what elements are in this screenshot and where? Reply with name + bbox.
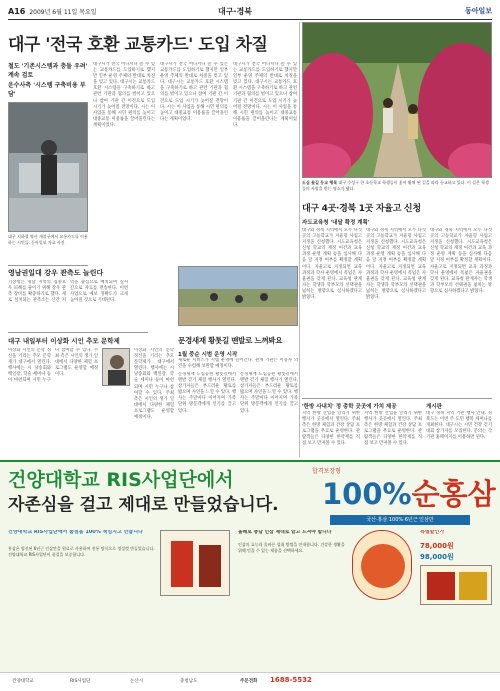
column-divider bbox=[299, 22, 300, 457]
ad-top-rule bbox=[0, 460, 500, 462]
top-story-body-col2: 대구시가 전국 어디서나 쓸 수 있는 교통카드를 도입하기로 했지만 일부 운영 주체의 반대로 차질을 빚고 있다. 대구시는 교통카드 호환 시스템을 구축하기로 하고 관련 기관과 협의를 벌이고 있으나 참여 기관 간 이견으로 도입 시기가 늦어질 전망이다. 시는 이 사업을 통해 시민 편의를 높이고 대중교통 이용률을 끌어올린다는 계획이었다. bbox=[160, 62, 228, 122]
footer-logo-1: 건양대학교 bbox=[12, 679, 34, 684]
flower-caption-title: 도심 꽃길 등교 행복 bbox=[302, 180, 338, 185]
left-story-title: 영남권일대 강우 관측도 늘린다 bbox=[8, 269, 104, 277]
page-header bbox=[8, 4, 492, 18]
section2-headline: 대구 4곳·경북 1곳 자율고 신청 bbox=[302, 204, 421, 214]
flower-caption-text: 대구 수성구 한 초등학교 학생들이 꽃이 활짝 핀 길을 따라 등교하고 있다. 이 길은 학생들의 사랑을 받는 명소가 됐다. bbox=[302, 180, 489, 191]
section2-body-col2: 대구와 경북 지역에서 모두 다섯 곳의 고등학교가 자율형 사립고 지정을 신청했다. 시도교육청은 신청 학교의 재정 여건과 교육 과정 운영 계획 등을 심사해 다음 달 지정 여부를 확정할 계획이다. 자율고로 지정되면 교육 과정과 학사 운영에서 폭넓은 자율권을 갖게 된다. 교육청 관계자는 학생과 학부모의 선택권을 넓히는 방향으로 심사하겠다고 밝혔다. bbox=[366, 228, 426, 301]
notice-body: 대구 경북 지역 기관 행사 안내. 경북도는 이번 주 도민 행복 세미나를 개최한다. 대구시는 시민 건강 걷기 대회 참가자를 모집한다. 문의는 각 기관 홈페이지를 이용하면 된다. bbox=[426, 411, 492, 441]
portrait-photo bbox=[102, 348, 130, 386]
footer-tel: 1688-5532 bbox=[270, 676, 312, 684]
small3-body-col1: 지역 한방 산업을 알리기 위한 행사가 곳곳에서 열린다. 주최 측은 한방 체험과 건강 상담 프로그램을 무료로 운영한다. 관람객들은 다양한 한약재를 직접 보고 만져볼 수 있다. bbox=[302, 411, 360, 447]
notice-title: 게시판 bbox=[426, 404, 442, 410]
section2-body-col1: 대구와 경북 지역에서 모두 다섯 곳의 고등학교가 자율형 사립고 지정을 신청했다. 시도교육청은 신청 학교의 재정 여건과 교육 과정 운영 계획 등을 심사해 다음 달 지정 여부를 확정할 계획이다. 자율고로 지정되면 교육 과정과 학사 운영에서 폭넓은 자율권을 갖게 된다. 교육청 관계자는 학생과 학부모의 선택권을 넓히는 방향으로 심사하겠다고 밝혔다. bbox=[302, 228, 362, 301]
ad-big-kr: 순홍삼 bbox=[411, 477, 496, 511]
small1-body: 새로운 서비스가 시범 운영에 들어간다. 관계 기관은 이용자 의견을 수렴해 보완할 예정이다. bbox=[178, 358, 298, 370]
top-story-body-col3: 대구시가 전국 어디서나 쓸 수 있는 교통카드를 도입하기로 했지만 일부 운영 주체의 반대로 차질을 빚고 있다. 대구시는 교통카드 호환 시스템을 구축하기로 하고 관련 기관과 협의를 벌이고 있으나 참여 기관 간 이견으로 도입 시기가 늦어질 전망이다. 시는 이 사업을 통해 시민 편의를 높이고 대중교통 이용률을 끌어올린다는 계획이었다. bbox=[233, 62, 297, 128]
left-story2-body-col2: 이상화 시인의 문학 정신을 기리는 추모 문학제가 대구에서 열린다. 행사에는 시 낭송회와 백일장, 학술 세미나 등이 마련되며 시민 누구나 참여할 수 있다. 주최 측은 시인의 생가 일대에서 다양한 체험 프로그램도 운영할 예정이다. bbox=[134, 348, 174, 421]
ad-product-photo-1 bbox=[160, 530, 230, 596]
ad-mid-title: 올해로 충남 인삼 제대로 알고 드셔야 합니다 bbox=[238, 530, 332, 535]
top-story-photo bbox=[8, 102, 88, 232]
footer-logo-2: RIS사업단 bbox=[70, 679, 91, 684]
small2-title: 문경새재 황톳길 맨발로 느껴봐요 bbox=[178, 336, 283, 345]
ad-price-2: 98,000원 bbox=[420, 553, 454, 561]
page-number: A16 bbox=[8, 6, 26, 16]
small3-body-col2: 지역 한방 산업을 알리기 위한 행사가 곳곳에서 열린다. 주최 측은 한방 체험과 건강 상담 프로그램을 무료로 운영한다. 관람객들은 다양한 한약재를 직접 보고 만져볼 수 있다. bbox=[364, 411, 422, 447]
ad-mid-body: 인삼의 효능과 올바른 섭취 방법을 안내합니다. 건강한 생활을 위해 믿을 수 있는 제품을 선택하세요. bbox=[238, 542, 345, 553]
ad-left-body: 홍삼은 엄선된 6년근 인삼만을 원료로 사용하여 전통 방식으로 정성껏 만들었습니다. 건양대학교 RIS사업단이 품질을 보증합니다. bbox=[8, 546, 155, 557]
ad-price-1: 78,000원 bbox=[420, 542, 454, 550]
header-rule bbox=[8, 19, 492, 20]
top-story-headline: 대구 '전국 호환 교통카드' 도입 차질 bbox=[8, 35, 268, 55]
ad-subtitle: 자존심을 걸고 제대로 만들었습니다. bbox=[8, 495, 279, 515]
footer-logo-4: 충청남도 bbox=[180, 679, 198, 684]
ad-product-photo-3 bbox=[420, 565, 492, 605]
ad-left-title: 건양대학교 RIS사업단에서 품질을 100% 책임지고 만듭니다 bbox=[8, 530, 143, 535]
left-story2-title: 대구 내일부터 이상화 시인 추모 문학제 bbox=[8, 337, 120, 345]
top-story-photo-caption: 대구 지하철 역사 개찰구에서 교통카드를 이용하는 시민들. 동아일보 자료 사진 bbox=[8, 234, 88, 245]
ad-big-num: 100% bbox=[322, 477, 412, 511]
section2-sub: 자도교육청 '내달 확정 계획' bbox=[302, 220, 370, 226]
flower-photo bbox=[302, 22, 492, 178]
ad-ribbon: 국산·홍삼 100%·6년근 인삼만 bbox=[330, 515, 470, 525]
top-story-sub-1: 철도 '기존시스템과 충돌 우려' 계속 검토 bbox=[8, 63, 88, 79]
right-rule bbox=[302, 398, 492, 399]
newspaper-brand: 동아일보 bbox=[464, 7, 492, 15]
section-name: 대구·경북 bbox=[218, 6, 252, 16]
small2-body-col1: 문경새재 도립공원 황톳길에서 맨발 걷기 체험 행사가 열린다. 참가자들은 부드러운 황토를 밟으며 자연을 느낄 수 있다. 행사는 주말마다 이어지며 가족 단위 방문객에게 인기를 끌고 있다. bbox=[178, 372, 236, 414]
footer-tel-label: 주문전화 bbox=[240, 679, 258, 684]
small3-title: '한방 사내치' 정 총학 곳곳에 가치 제공 bbox=[302, 404, 397, 410]
small2-body-col2: 문경새재 도립공원 황톳길에서 맨발 걷기 체험 행사가 열린다. 참가자들은 부드러운 황토를 밟으며 자연을 느낄 수 있다. 행사는 주말마다 이어지며 가족 단위 방문객에게 인기를 끌고 있다. bbox=[240, 372, 298, 414]
section2-body-col3: 대구와 경북 지역에서 모두 다섯 곳의 고등학교가 자율형 사립고 지정을 신청했다. 시도교육청은 신청 학교의 재정 여건과 교육 과정 운영 계획 등을 심사해 다음 달 지정 여부를 확정할 계획이다. 자율고로 지정되면 교육 과정과 학사 운영에서 폭넓은 자율권을 갖게 된다. 교육청 관계자는 학생과 학부모의 선택권을 넓히는 방향으로 심사하겠다고 밝혔다. bbox=[430, 228, 492, 294]
ad-badge: 합격보장형 bbox=[312, 468, 341, 475]
ad-promo: 특별할인가 bbox=[420, 530, 445, 535]
page-date: 2009년 6월 11일 목요일 bbox=[29, 8, 97, 16]
left-rule-1 bbox=[8, 265, 88, 266]
top-story-body-col1: 대구시가 전국 어디서나 쓸 수 있는 교통카드를 도입하기로 했지만 일부 운영 주체의 반대로 차질을 빚고 있다. 대구시는 교통카드 호환 시스템을 구축하기로 하고 관련 기관과 협의를 벌이고 있으나 참여 기관 간 이견으로 도입 시기가 늦어질 전망이다. 시는 이 사업을 통해 시민 편의를 높이고 대중교통 이용률을 끌어올린다는 계획이었다. bbox=[93, 62, 155, 128]
ad-product-photo-2 bbox=[352, 530, 412, 600]
left-story2-body: 이상화 시인의 문학 정신을 기리는 추모 문학제가 대구에서 열린다. 행사에는 시 낭송회와 백일장, 학술 세미나 등이 마련되며 시민 누구나 참여할 수 있다. 주최 측은 시인의 생가 일대에서 다양한 체험 프로그램도 운영할 예정이다. bbox=[8, 348, 98, 384]
ad-big bbox=[322, 472, 496, 513]
small1-title: 1월 중순 시범 운영 시작 bbox=[178, 352, 238, 358]
mid-photo bbox=[178, 266, 298, 326]
footer-logo-3: 논산시 bbox=[130, 679, 144, 684]
ad-title: 건양대학교 RIS사업단에서 bbox=[8, 469, 234, 491]
flower-photo-caption bbox=[302, 180, 492, 194]
top-story-sub-2: 운수사측 '시스템 구축비용 부담' bbox=[8, 82, 86, 98]
left-story-body: 기상청은 영남 지역의 집중호우 피해를 줄이기 위해 강우 관측 장비를 확충하기로 했다. 새로 설치되는 관측소는 산간 지역을 중심으로 배치되며 실시간으로 자료를 전송한다. 이번 사업으로 예보 정확도가 크게 높아질 것으로 기대된다. bbox=[8, 280, 128, 304]
left-rule-2 bbox=[8, 332, 148, 333]
